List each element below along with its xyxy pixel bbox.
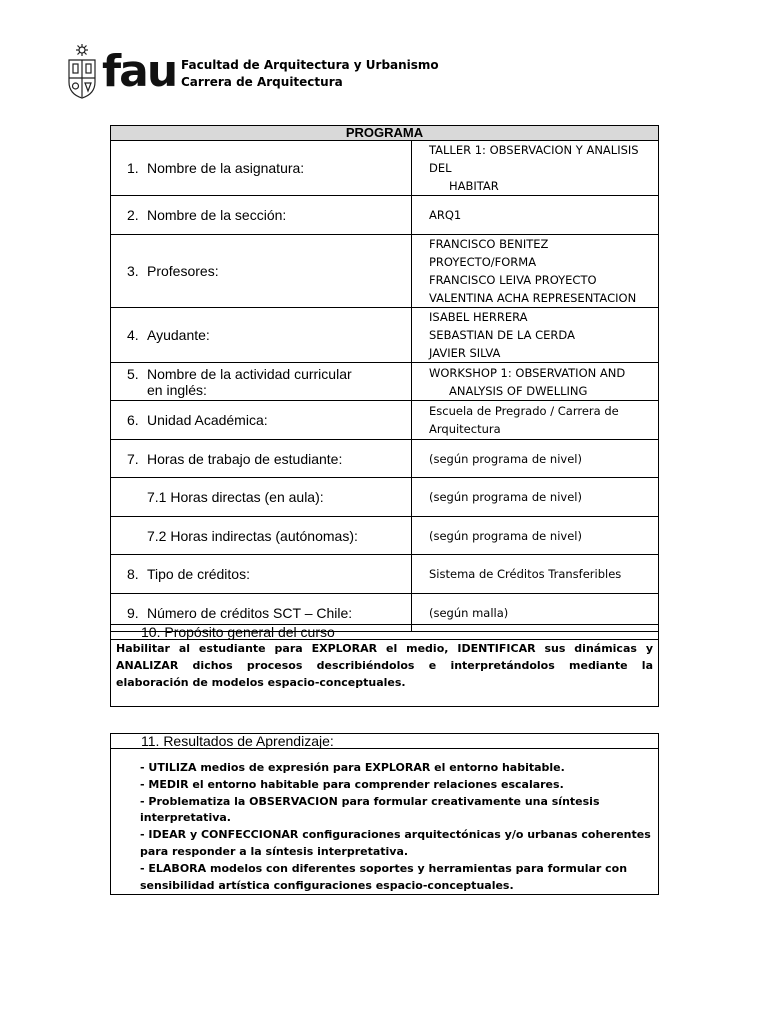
row-value: ARQ1 (412, 196, 659, 235)
faculty-heading (181, 57, 481, 91)
table-row (111, 478, 659, 517)
row-label: 7. Horas de trabajo de estudiante: (111, 440, 412, 478)
program-title: PROGRAMA (111, 126, 659, 141)
table-row (111, 440, 659, 478)
list-item: - IDEAR y CONFECCIONAR configuraciones arquitectónicas y/o urbanas coherentes para responder a la síntesis interpretativa. (140, 828, 651, 858)
results-box (110, 733, 659, 895)
row-value: (según malla) (412, 594, 659, 632)
row-label: 2. Nombre de la sección: (111, 196, 412, 235)
row-label: 7.2 Horas indirectas (autónomas): (111, 517, 412, 555)
row-value: Escuela de Pregrado / Carrera de Arquitectura (412, 401, 659, 440)
purpose-box (110, 624, 659, 707)
table-row (111, 401, 659, 440)
table-row (111, 141, 659, 196)
row-label: 8. Tipo de créditos: (111, 555, 412, 594)
row-label: 1. Nombre de la asignatura: (111, 141, 412, 196)
row-label: 9. Número de créditos SCT – Chile: (111, 594, 412, 632)
list-item: - UTILIZA medios de expresión para EXPLORAR el entorno habitable. (140, 761, 565, 774)
row-value: (según programa de nivel) (412, 478, 659, 517)
row-value: WORKSHOP 1: OBSERVATION AND ANALYSIS OF DWELLING (412, 363, 659, 401)
table-row (111, 235, 659, 308)
list-item: - Problematiza la OBSERVACION para formular creativamente una síntesis interpretativa. (140, 794, 600, 825)
list-item: - ELABORA modelos con diferentes soportes y herramientas para formular con sensibilidad artística configuraciones espacio-conceptuales. (140, 861, 628, 892)
row-value: Sistema de Créditos Transferibles (412, 555, 659, 594)
row-label: 5. Nombre de la actividad curricular en inglés: (111, 363, 412, 401)
row-value: FRANCISCO BENITEZ PROYECTO/FORMA FRANCISCO LEIVA PROYECTO VALENTINA ACHA REPRESENTACION (412, 235, 659, 308)
row-value: (según programa de nivel) (412, 517, 659, 555)
faculty-name: Facultad de Arquitectura y Urbanismo (181, 58, 439, 72)
table-row (111, 517, 659, 555)
purpose-text: Habilitar al estudiante para EXPLORAR el medio, IDENTIFICAR sus dinámicas y ANALIZAR dichos procesos describiéndolos e interpretándolos mediante la elaboración de modelos espacio-conceptuales. (111, 640, 659, 707)
table-row (111, 196, 659, 235)
row-label: 4. Ayudante: (111, 308, 412, 363)
row-label: 6. Unidad Académica: (111, 401, 412, 440)
program-table (110, 125, 659, 632)
list-item: - MEDIR el entorno habitable para comprender relaciones escalares. (140, 777, 564, 791)
row-value: (según programa de nivel) (412, 440, 659, 478)
row-label: 3. Profesores: (111, 235, 412, 308)
row-value: ISABEL HERRERA SEBASTIAN DE LA CERDA JAVIER SILVA (412, 308, 659, 363)
fau-logo: fau (102, 46, 177, 97)
row-label: 7.1 Horas directas (en aula): (111, 478, 412, 517)
row-value: TALLER 1: OBSERVACION Y ANALISIS DEL HABITAR (412, 141, 659, 196)
career-name: Carrera de Arquitectura (181, 75, 343, 89)
table-row (111, 555, 659, 594)
results-list (111, 749, 659, 895)
purpose-title: 10. Propósito general del curso (111, 625, 659, 640)
results-title: 11. Resultados de Aprendizaje: (111, 734, 659, 749)
university-seal-icon (66, 42, 98, 100)
table-row (111, 363, 659, 401)
table-row (111, 308, 659, 363)
